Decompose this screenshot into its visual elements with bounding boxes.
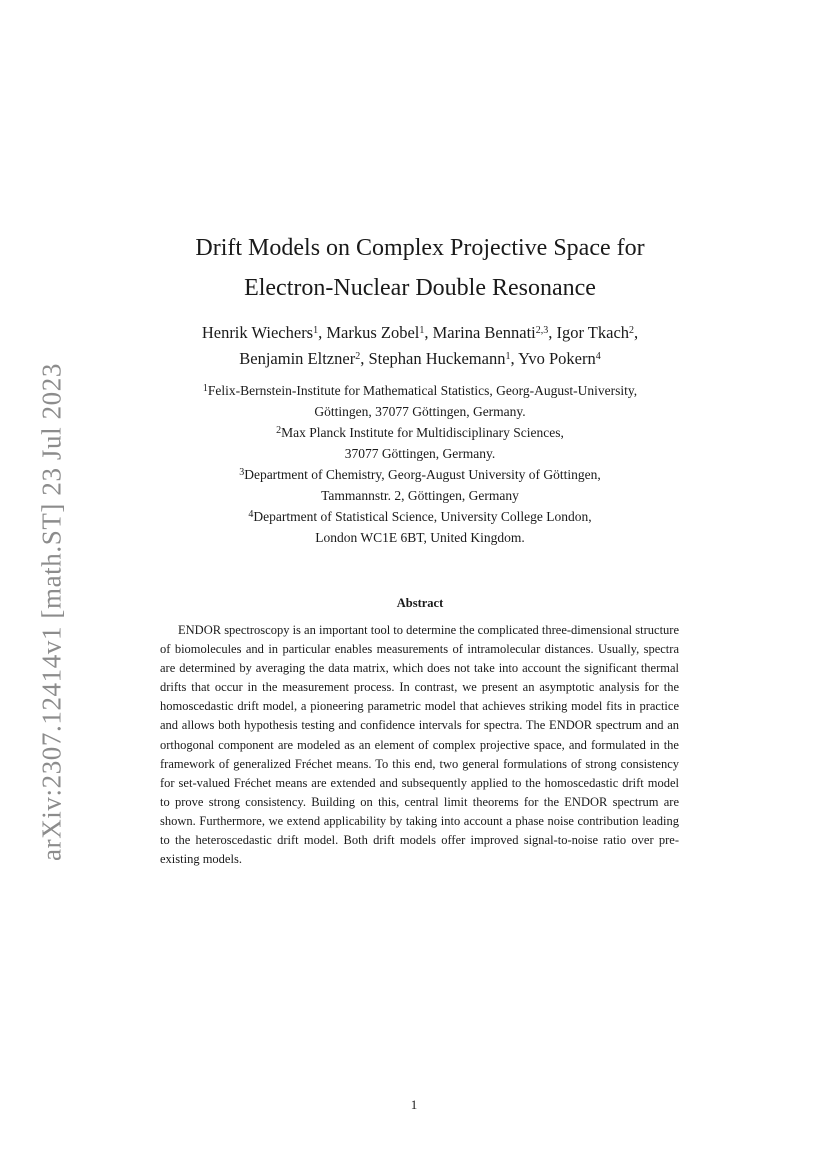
- author-affiliation-marker: 1: [313, 325, 319, 336]
- author-name: Benjamin Eltzner: [239, 349, 356, 368]
- author-separator: ,: [634, 323, 639, 342]
- author-name: Markus Zobel: [326, 323, 420, 342]
- affiliation-4-line-1: [110, 506, 730, 527]
- paper-title: [110, 228, 730, 308]
- author-affiliation-marker: 1: [419, 325, 425, 336]
- author-separator: ,: [318, 323, 327, 342]
- abstract-text: ENDOR spectroscopy is an important tool to determine the complicated three-dimensional structure of biomolecules and in particular enables measurements of intramolecular distances. Usually, spectra are determined by averaging the data matrix, which does not take into account the significant thermal drifts that occur in the measurement process. In contrast, we present an asymptotic analysis for the homoscedastic drift model, a pioneering parametric model that achieves striking model fits in practice and allows both hypothesis testing and confidence intervals for spectra. The ENDOR spectrum and an orthogonal component are modeled as an element of complex projective space, and formulated in the framework of generalized Fréchet means. To this end, two general formulations of strong consistency for set-valued Fréchet means are extended and subsequently applied to the homoscedastic drift model to prove strong consistency. Building on this, central limit theorems for the ENDOR spectrum are shown. Furthermore, we extend applicability by taking into account a phase noise contribution leading to the heteroscedastic drift model. Both drift models offer improved signal-to-noise ratio over pre-existing models.: [160, 623, 679, 867]
- author-line-2: [110, 346, 730, 372]
- affiliation-1-line-1: [110, 380, 730, 401]
- author-affiliation-marker: 1: [505, 351, 511, 362]
- author-separator: ,: [510, 349, 519, 368]
- author-line-1: [110, 320, 730, 346]
- author-separator: ,: [424, 323, 433, 342]
- affiliation-number: 4: [248, 509, 254, 520]
- affiliation-text: Department of Statistical Science, University College London,: [253, 509, 592, 524]
- affiliation-text: Felix-Bernstein-Institute for Mathematical Statistics, Georg-August-University,: [207, 383, 638, 398]
- author-name: Henrik Wiechers: [201, 323, 314, 342]
- author-list: [110, 320, 730, 372]
- author-name: Stephan Huckemann: [368, 349, 506, 368]
- author-name: Marina Bennati: [432, 323, 536, 342]
- author-separator: ,: [548, 323, 557, 342]
- affiliation-number: 3: [239, 467, 245, 478]
- author-affiliation-marker: 4: [595, 351, 601, 362]
- affiliation-number: 1: [202, 383, 208, 394]
- affiliation-list: [110, 380, 730, 548]
- abstract-heading: Abstract: [396, 596, 444, 610]
- affiliation-3-line-1: [110, 464, 730, 485]
- arxiv-identifier-stamp: arXiv:2307.12414v1 [math.ST] 23 Jul 2023: [36, 363, 67, 861]
- author-name: Igor Tkach: [556, 323, 630, 342]
- affiliation-text: Max Planck Institute for Multidisciplinary Sciences,: [281, 425, 564, 440]
- affiliation-number: 2: [276, 425, 282, 436]
- author-name: Yvo Pokern: [518, 349, 596, 368]
- affiliation-4-line-2: London WC1E 6BT, United Kingdom.: [315, 530, 525, 545]
- author-affiliation-marker: 2: [629, 325, 635, 336]
- affiliation-text: Department of Chemistry, Georg-August University of Göttingen,: [244, 467, 601, 482]
- affiliation-3-line-2: Tammannstr. 2, Göttingen, Germany: [321, 488, 519, 503]
- title-line-1: Drift Models on Complex Projective Space for: [195, 235, 645, 261]
- page-number: 1: [410, 1097, 418, 1112]
- author-affiliation-marker: 2: [355, 351, 361, 362]
- affiliation-2-line-2: 37077 Göttingen, Germany.: [344, 446, 496, 461]
- author-separator: ,: [360, 349, 369, 368]
- title-line-2: Electron-Nuclear Double Resonance: [244, 275, 596, 301]
- affiliation-2-line-1: [110, 422, 730, 443]
- affiliation-1-line-2: Göttingen, 37077 Göttingen, Germany.: [314, 404, 526, 419]
- author-affiliation-marker: 2,3: [535, 325, 549, 336]
